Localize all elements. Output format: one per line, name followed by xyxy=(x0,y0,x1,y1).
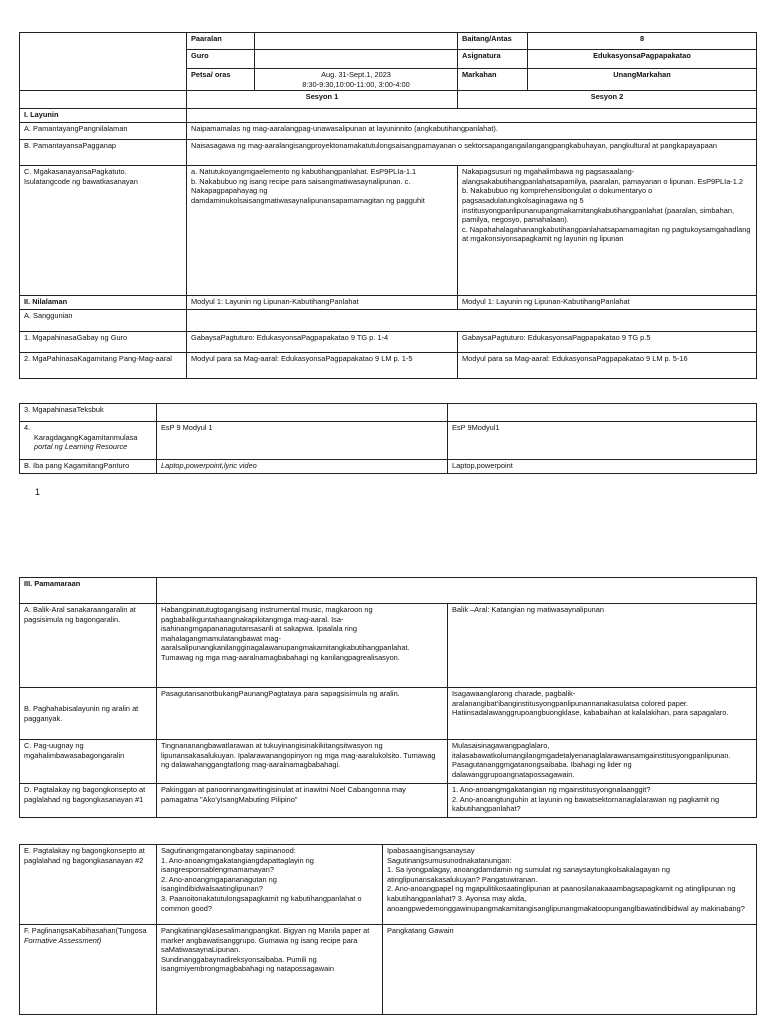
kasanayan-sesyon-1: a. Natutukoyangmgaelemento ng kabutihangpanlahat. EsP9PLIa-1.1 b. Nakabubuo ng isang recipe para saisangmatiwasaynalipunan. c. Nakapagpapahayag ng damdaminukolsaisangmatiwasaynalipunansapamamagitan ng pagguhit xyxy=(187,166,458,296)
portal-label-line-2: portal ng Learning Resource xyxy=(34,442,128,452)
layunin-title: I. Layunin xyxy=(20,109,187,123)
paglinang-label-line-2: Formative Assessment) xyxy=(24,935,102,945)
asignatura-label: Asignatura xyxy=(458,50,528,69)
pamantayang-pangnilalaman-label: A. PamantayangPangnilalaman xyxy=(20,123,187,140)
layunin-blank xyxy=(187,109,757,123)
kagamitang-mag-aaral-sesyon-2: Modyul para sa Mag-aaral: EdukasyonsaPagpapakatao 9 LM p. 5-16 xyxy=(458,353,757,379)
paglinang-sesyon-1: Pangkatinangklasesalimangpangkat. Bigyan ng Manila paper at marker angbawatisanggrupo. Gumawa ng isang recipe para saMatiwasaynaLipunan. Sundinanggabaynadireksyonsaibaba. Pumili ng isangmiyembrongmagbabahagi ng natapossagawain xyxy=(157,925,383,1015)
lesson-plan-table-top xyxy=(19,32,757,379)
balik-aral-sesyon-1: Habangpinatutugtogangisang instrumental music, magkaroon ng pagbabalikguntahaangnakapikitangmga mag-aaral. Isa-isahinangmgapananagutansasarili at sakapwa. Ipaalala ring mahalagangmamulatangbawat mag-aaralsalipunangkanilangginagalawanupangmakamitangkabutihangpanlahat. Tumawag ng mga mag-aaralnamagbabahagi ng kanilangpagrealisasyon. xyxy=(157,604,448,688)
gabay-guro-sesyon-1: GabaysaPagtuturo: EdukasyonsaPagpapakatao 9 TG p. 1-4 xyxy=(187,332,458,353)
pag-uugnay-label: C. Pag-uugnay ng mgahalimbawasabagongaralin xyxy=(20,740,157,784)
balik-aral-label: A. Balik-Aral sanakaraangaralin at pagsisimula ng bagongaralin. xyxy=(20,604,157,688)
teksbuk-sesyon-1 xyxy=(157,404,448,422)
pamantayan-pagganap-value: Naisasagawa ng mag-aaralangisangproyektonamakatutulongsaisangpamayanan o sektorsapangangailangangpangkabuhayan, pangkultural at pangkapayapaan xyxy=(187,140,757,166)
kagamitang-mag-aaral-label: 2. MgaPahinasaKagamitang Pang-Mag-aaral xyxy=(20,353,187,379)
pag-uugnay-sesyon-1: Tingnananangbawatlarawan at tukuyinangisinakikitangsitwasyon ng lipunansakasalukuyan. Ipalarawanangopinyon ng mga mag-aaralukolsito. Tumawag ng dalawahanggangtatlong mag-aaralnamagbabahagi. xyxy=(157,740,448,784)
pamantayang-pangnilalaman-value: Naipamamalas ng mag-aaralangpag-unawasalipunan at layuninnito (angkabutihangpanlahat). xyxy=(187,123,757,140)
header-blank-cell xyxy=(20,33,187,91)
portal-label xyxy=(20,422,157,460)
baitang-value: 8 xyxy=(528,33,757,50)
kasanayan-sesyon-2: Nakapagsusuri ng mgahalimbawa ng pagsasaalang-alangsakabutihangpanlahatsapamilya, paaralan, pamayanan o lipunan. EsP9PLIa-1.2 b. Nakabubuo ng komprehensibongulat o dokumentaryo o pagsasadulatungkolsaginagawa ng 5 institusyongpanlipunanupangmakamitangkabutihangpanlahat (paaralan, simbahan, pamilya, negosyo, pamahalaan). c. Napahahalagahanangkabutihangpanlahatsapamamagitan ng pagtukoysamgahadlang at mgakonsiyonsapagkamit ng layunin ng lipunan xyxy=(458,166,757,296)
paglinang-sesyon-2: Pangkatang Gawain xyxy=(383,925,757,1015)
pagtalakay-2-label: E. Pagtalakay ng bagongkonsepto at paglalahad ng bagongkasanayan #2 xyxy=(20,845,157,925)
lesson-plan-table-pamamaraan xyxy=(19,577,757,818)
kagamitang-mag-aaral-sesyon-1: Modyul para sa Mag-aaral: EdukasyonsaPagpapakatao 9 LM p. 1-5 xyxy=(187,353,458,379)
sesyon-1-heading: Sesyon 1 xyxy=(187,91,458,109)
pagtalakay-2-sesyon-2: Ipabasaangisangsanaysay Sagutinangsumusunodnakatanungan: 1. Sa iyongpalagay, anoangdamdamin ng sumulat ng sanaysaytungkolsakalagayan ng atinglipunansakasalukuyan? Pangatuwiranan. 2. Ano-anoangpapel ng mgapulitikosaatinglipunan at paanosilanakaaambagsapagkamit ng atinglipunan ng kabutihangpanlahat? 3. Ayonsa may akda, anoangpwedemonggawinupangmakamitangisanglipunangmakatoopunganglbawatindibidwal ay makinabang? xyxy=(383,845,757,925)
iba-pang-kagamitan-sesyon-2: Laptop,powerpoint xyxy=(448,460,757,474)
asignatura-value: EdukasyonsaPagpapakatao xyxy=(528,50,757,69)
paglinang-label-line-1: F. PaglinangsaKabihasahan(Tungosa xyxy=(24,926,147,935)
kasanayan-pagkatuto-label: C. MgakasanayansaPagkatuto. Isulatangcode ng bawatkasanayan xyxy=(20,166,187,296)
guro-label: Guro xyxy=(187,50,255,69)
sanggunian-label: A. Sanggunian xyxy=(20,310,187,332)
gabay-guro-label: 1. MgapahinasaGabay ng Guro xyxy=(20,332,187,353)
pagtalakay-1-sesyon-2: 1. Ano-anoangmgakatangian ng mgainstitusyongnalaanggit? 2. Ano-anoangtunguhin at layunin ng bawatsektornanaglalarawan ng pagkamit ng kabutihangpanlahat? xyxy=(448,784,757,818)
teksbuk-sesyon-2 xyxy=(448,404,757,422)
paaralan-label: Paaralan xyxy=(187,33,255,50)
pagganyak-sesyon-2: Isagawaanglarong charade, pagbalik-aralanangibat'ibanginstitusyongpanlipunannanakasulatsa colored paper. Hatiinsadalawanggrupoangbuongklase, kababaihan at kalalakihan, para sapagalaro. xyxy=(448,688,757,740)
iba-pang-kagamitan-label: B. Iba pang KagamitangPanturo xyxy=(20,460,157,474)
balik-aral-sesyon-2: Balik –Aral: Katangian ng matiwasaynalipunan xyxy=(448,604,757,688)
gabay-guro-sesyon-2: GabaysaPagtuturo: EdukasyonsaPagpapakatao 9 TG p.5 xyxy=(458,332,757,353)
iba-pang-kagamitan-sesyon-1: Laptop,powerpoint,lyric video xyxy=(157,460,448,474)
sesyon-blank-cell xyxy=(20,91,187,109)
pagganyak-sesyon-1: PasagutansanotbukangPaunangPagtataya para sapagsisimula ng aralin. xyxy=(157,688,448,740)
lesson-plan-table-materials xyxy=(19,403,757,474)
nilalaman-sesyon-1: Modyul 1: Layunin ng Lipunan-KabutihangPanlahat xyxy=(187,296,458,310)
pamantayan-pagganap-label: B. PamantayansaPagganap xyxy=(20,140,187,166)
markahan-label: Markahan xyxy=(458,69,528,91)
pag-uugnay-sesyon-2: Mulasaisinagawangpaglalaro, italasabawatkolumangilangmgadetalyenanaglalarawansamgainstitusyongpanlipunan. Pasagutananggmgatanongsaibaba. Ibahagi ng lider ng dalawanggrupoangnatapossagawain. xyxy=(448,740,757,784)
markahan-value: UnangMarkahan xyxy=(528,69,757,91)
paaralan-value xyxy=(255,33,458,50)
portal-label-line-1: KaragdagangKagamitanmulasa xyxy=(34,432,138,442)
pamamaraan-title: III. Pamamaraan xyxy=(20,578,157,604)
pagganyak-label: B. Paghahabisalayunin ng aralin at pagganyak. xyxy=(20,688,157,740)
portal-sesyon-2: EsP 9Modyul1 xyxy=(448,422,757,460)
pamamaraan-blank xyxy=(157,578,757,604)
lesson-plan-table-pagtalakay xyxy=(19,844,757,1015)
pagtalakay-1-label: D. Pagtalakay ng bagongkonsepto at paglalahad ng bagongkasanayan #1 xyxy=(20,784,157,818)
portal-sesyon-1: EsP 9 Modyul 1 xyxy=(157,422,448,460)
paglinang-kabihasahan-label xyxy=(20,925,157,1015)
sesyon-2-heading: Sesyon 2 xyxy=(458,91,757,109)
baitang-label: Baitang/Antas xyxy=(458,33,528,50)
guro-value xyxy=(255,50,458,69)
page-number: 1 xyxy=(35,487,41,497)
teksbuk-label: 3. MgapahinasaTeksbuk xyxy=(20,404,157,422)
nilalaman-sesyon-2: Modyul 1: Layunin ng Lipunan-KabutihangPanlahat xyxy=(458,296,757,310)
portal-number: 4. xyxy=(24,423,31,432)
petsa-label: Petsa/ oras xyxy=(187,69,255,91)
petsa-value: Aug. 31-Sept.1, 2023 8:30-9:30,10:00-11:00, 3:00-4:00 xyxy=(255,69,458,91)
pagtalakay-2-sesyon-1: Sagutinangmgatanongbatay sapinanood: 1. Ano-anoangmgakatangiangdapattaglayin ng isangresponsablengmamamayan? 2. Ano-anoangmgapananagutan ng isangindibidwalsaatinglipunan? 3. Paanoitonakatutulongsapagkamit ng kabutihangpanlahat o common good? xyxy=(157,845,383,925)
sanggunian-blank xyxy=(187,310,757,332)
pagtalakay-1-sesyon-1: Pakinggan at panoorinangawitingisinulat at inawitni Noel Cabangonna may pamagatna "Ako'yIsangMabuting Pilipino" xyxy=(157,784,448,818)
nilalaman-title: II. Nilalaman xyxy=(20,296,187,310)
